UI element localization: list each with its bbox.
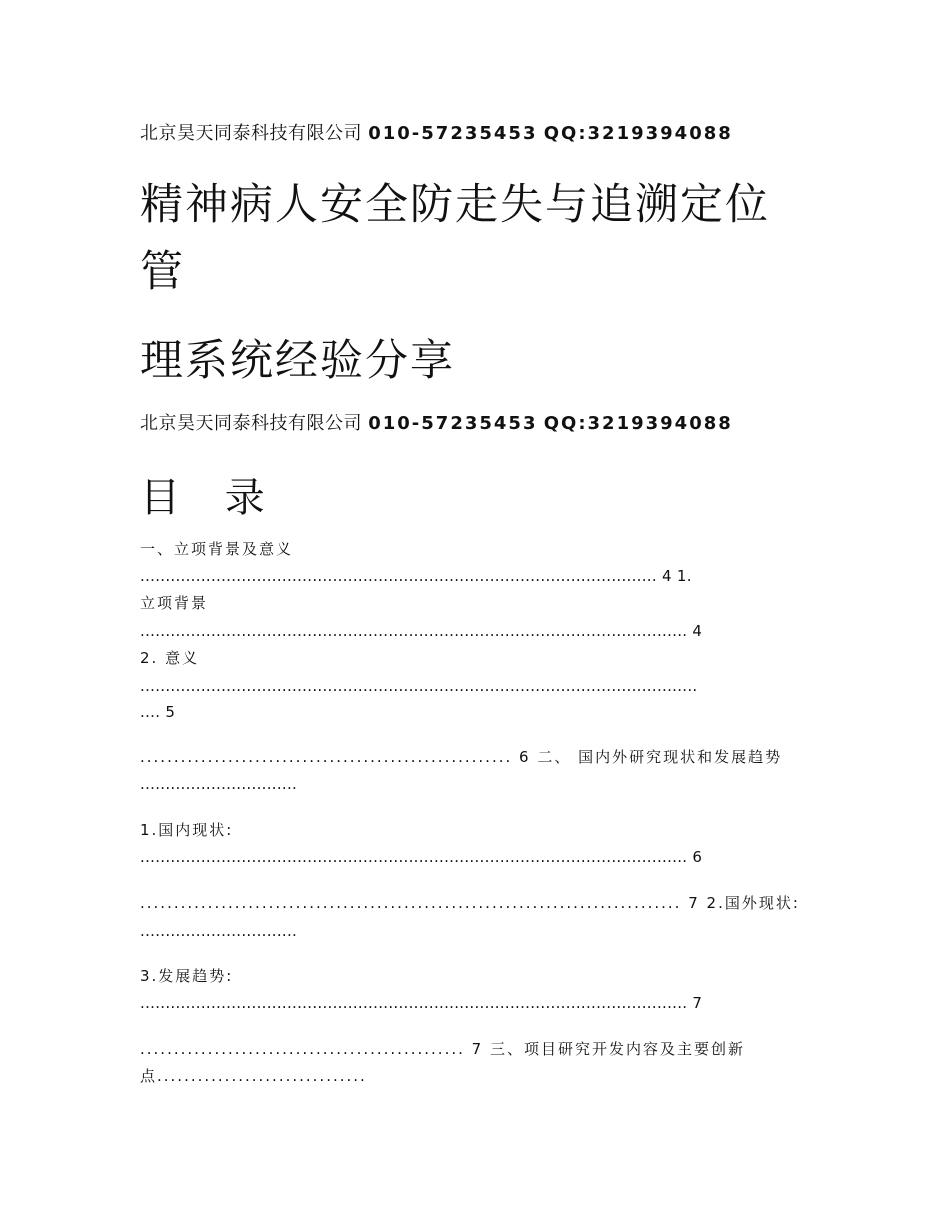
document-title-line-3: 理系统经验分享 (140, 337, 455, 385)
toc-line[interactable]: .............................................................................................................. (140, 677, 698, 695)
company-header-top (140, 119, 733, 145)
toc-line[interactable]: ....................................................... 6 二、 国内外研究现状和发展趋势 (140, 748, 783, 766)
toc-line[interactable]: 1.国内现状: (140, 821, 234, 839)
toc-heading: 目 录 (140, 475, 281, 521)
toc-line[interactable]: ................................................ 7 三、项目研究开发内容及主要创新 (140, 1040, 745, 1058)
toc-line[interactable]: 立项背景 (140, 594, 209, 612)
toc-line[interactable]: ............................................................................................................ 7 (140, 994, 703, 1012)
company-header-bottom (140, 409, 733, 435)
company-name: 北京昊天同泰科技有限公司 (140, 123, 362, 144)
company-phone: 010-57235453 (368, 123, 538, 144)
toc-line[interactable]: ............................... (140, 922, 298, 940)
document-title-line-1: 精神病人安全防走失与追溯定位 (140, 181, 770, 229)
toc-line[interactable]: .... 5 (140, 703, 176, 721)
toc-line[interactable]: ................................................................................ 7 2.国外现状: (140, 894, 800, 912)
toc-line[interactable]: 点............................... (140, 1067, 367, 1085)
company-phone: 010-57235453 (368, 413, 538, 434)
document-title-line-2: 管 (140, 248, 185, 296)
toc-line[interactable]: ............................... (140, 775, 298, 793)
toc-line[interactable]: ............................................................................................................ 6 (140, 848, 703, 866)
toc-line[interactable]: 一、立项背景及意义 (140, 540, 294, 558)
toc-line[interactable]: 3.发展趋势: (140, 967, 234, 985)
toc-line[interactable]: ............................................................................................................ 4 (140, 622, 703, 640)
company-name: 北京昊天同泰科技有限公司 (140, 413, 362, 434)
toc-line[interactable]: 2. 意义 (140, 649, 200, 667)
company-qq: QQ:3219394088 (543, 123, 733, 144)
toc-line[interactable]: ...................................................................................................... 4 1. (140, 567, 692, 585)
company-qq: QQ:3219394088 (543, 413, 733, 434)
